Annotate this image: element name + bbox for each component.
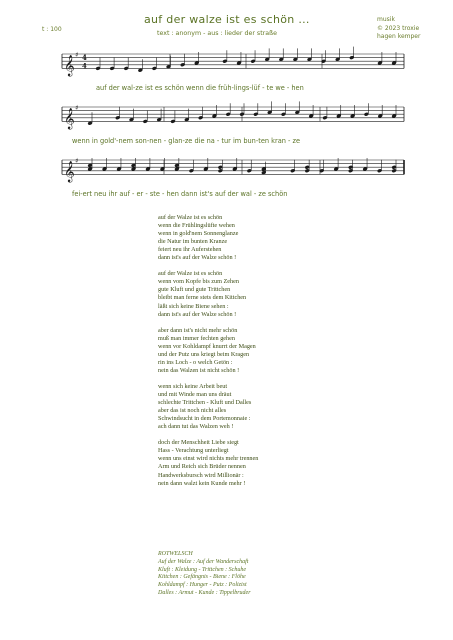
- glossary-line: Kohldampf : Hunger - Putz : Polizist: [158, 582, 247, 589]
- lyrics-line-1: auf der wal-ze ist es schön wenn die früh-lings-lüf - te we - hen: [96, 84, 304, 92]
- verse-line: doch der Menschheit Liebe siegt: [158, 439, 239, 447]
- verses: [158, 214, 258, 496]
- verse-line: wenn vor Kohldampf knurrt der Magen: [158, 342, 256, 350]
- sharp-icon: ♯: [75, 51, 79, 59]
- stanza: [158, 383, 258, 431]
- verse-line: gute Kluft und gute Trittchen: [158, 286, 231, 294]
- verse-line: die Natur im bunten Kranze: [158, 238, 228, 246]
- time-signature-bottom: 4: [82, 61, 87, 71]
- sharp-icon: ♯: [75, 157, 79, 165]
- verse-line: dann ist's auf der Walze schön !: [158, 310, 237, 318]
- verse-line: aber dann ist's nicht mehr schön: [158, 326, 238, 334]
- song-subtitle: text : anonym - aus : lieder der straße: [157, 30, 277, 37]
- verse-line: schlechte Trittchen - Kluft und Dalles: [158, 399, 252, 407]
- verse-line: aber das ist noch nicht alles: [158, 407, 227, 415]
- verse-line: feiert neu ihr Auferstehen: [158, 246, 222, 254]
- treble-clef-icon: 𝄞: [64, 55, 75, 77]
- verse-line: wenn in gold'nem Sonnenglanze: [158, 230, 239, 238]
- verse-line: wenn sich keine Arbeit beut: [158, 382, 228, 390]
- verse-line: rin ins Loch - o welch Getön :: [158, 358, 233, 366]
- glossary-heading: ROTWELSCH: [158, 551, 193, 557]
- glossary: [158, 551, 251, 598]
- stanza: [158, 439, 258, 487]
- verse-line: ach dann tut das Walzen weh !: [158, 423, 234, 431]
- lyrics-line-3: fei-ert neu ihr auf - er - ste - hen dann ist's auf der wal - ze schön: [72, 190, 288, 198]
- verse-line: nein dann walzt kein Kunde mehr !: [158, 479, 246, 487]
- verse-line: Hass - Verachtung unterliegt: [158, 447, 229, 455]
- glossary-line: Kittchen : Gefängnis - Biene : Flöhe: [158, 574, 246, 581]
- credit-line: musik: [377, 16, 395, 23]
- verse-line: Handwerksbursch wird Millionär :: [158, 471, 244, 479]
- glossary-line: Auf der Walze : Auf der Wanderschaft: [158, 558, 249, 565]
- stanza: [158, 214, 258, 262]
- credit-line: hagen kemper: [377, 33, 421, 40]
- sharp-icon: ♯: [75, 104, 79, 112]
- credit-line: © 2023 troxie: [377, 24, 420, 32]
- verse-line: und der Putz uns kriegt beim Kragen: [158, 350, 250, 358]
- lyrics-line-2: wenn in gold'-nem son-nen - glan-ze die na - tur im bun-ten kran - ze: [72, 137, 300, 145]
- verse-line: wenn die Frühlingslüfte wehen: [158, 222, 235, 230]
- verse-line: muß man immer fechten gehen: [158, 334, 235, 342]
- verse-line: und mit Winde man uns dräut: [158, 391, 232, 399]
- verse-line: dann ist's auf der Walze schön !: [158, 254, 237, 262]
- tempo-marking: t : 100: [42, 26, 62, 33]
- treble-clef-icon: 𝄞: [64, 161, 75, 183]
- time-signature-top: 4: [82, 53, 87, 63]
- glossary-line: Kluft : Kleidung - Trittchen : Schuhe: [158, 566, 246, 573]
- verse-line: bleibt man ferne stets dem Kittchen: [158, 294, 247, 302]
- stanza: [158, 327, 258, 375]
- verse-line: Arm und Reich sich Brüder nennen: [158, 463, 246, 471]
- verse-line: nein das Walzen ist nicht schön !: [158, 366, 240, 374]
- verse-line: wenn uns einst wird nichts mehr trennen: [158, 455, 259, 463]
- verse-line: läßt sich keine Biene sehen :: [158, 302, 229, 310]
- treble-clef-icon: 𝄞: [64, 108, 75, 130]
- verse-line: wenn vom Kopfe bis zum Zehen: [158, 278, 239, 286]
- verse-line: auf der Walze ist es schön: [158, 270, 223, 278]
- verse-line: Schwindsucht in dem Portemonnaie :: [158, 415, 251, 423]
- verse-line: auf der Walze ist es schön: [158, 214, 223, 221]
- song-title: auf der walze ist es schön ...: [144, 13, 310, 26]
- glossary-line: Dalles : Armut - Kunde : Tippelbruder: [158, 589, 251, 596]
- stanza: [158, 270, 258, 318]
